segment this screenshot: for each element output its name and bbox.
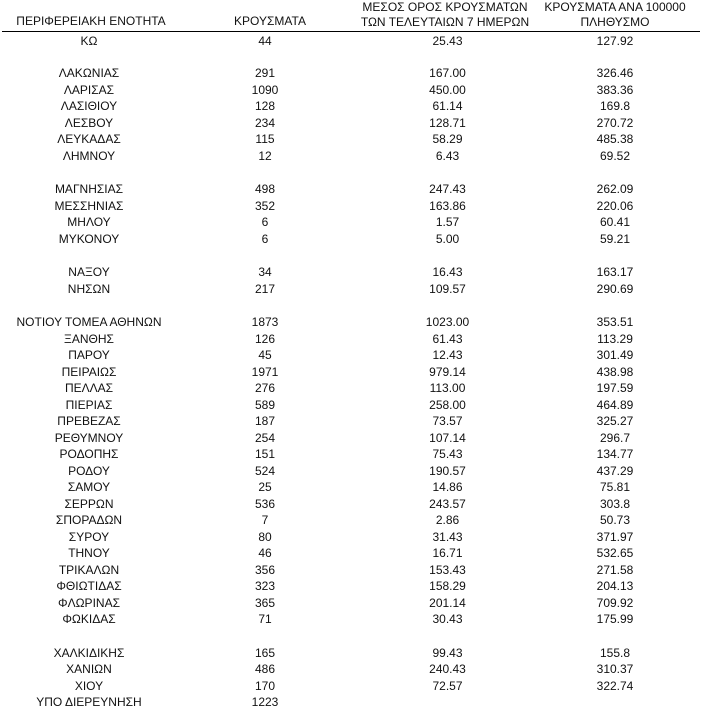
cell-region: ΣΠΟΡΑΔΩΝ (55, 513, 123, 527)
cell-per100k: 464.89 (596, 398, 634, 412)
cell-per100k: 532.65 (596, 546, 634, 560)
cell-region: ΛΕΥΚΑΔΑΣ (57, 132, 121, 146)
cell-cases: 365 (254, 596, 276, 610)
table-row (0, 496, 713, 512)
cell-avg7: 14.86 (432, 480, 463, 494)
table-row (0, 115, 713, 131)
cell-region: ΠΕΙΡΑΙΩΣ (61, 365, 117, 379)
table-row (0, 148, 713, 164)
cell-per100k: 134.77 (596, 447, 634, 461)
cell-region: ΛΑΡΙΣΑΣ (63, 83, 115, 97)
cell-avg7: 153.43 (429, 563, 466, 577)
cell-avg7: 167.00 (429, 66, 466, 80)
cell-region: ΜΥΚΟΝΟΥ (58, 232, 120, 246)
cell-per100k: 204.13 (596, 579, 634, 593)
cell-region: ΥΠΟ ΔΙΕΡΕΥΝΗΣΗ (36, 695, 142, 709)
table-row (0, 397, 713, 413)
cell-cases: 498 (254, 182, 276, 196)
table-row (0, 529, 713, 545)
cell-per100k: 271.58 (596, 563, 634, 577)
cell-avg7: 113.00 (429, 381, 466, 395)
header-per100k (525, 0, 705, 30)
cell-region: ΣΑΜΟΥ (67, 480, 111, 494)
cell-per100k: 326.46 (596, 66, 634, 80)
cell-avg7: 61.14 (432, 99, 463, 113)
cell-per100k: 155.8 (599, 646, 631, 660)
cell-region: ΚΩ (80, 34, 98, 48)
table-row (0, 562, 713, 578)
cell-region: ΛΑΚΩΝΙΑΣ (58, 66, 120, 80)
header-region: ΠΕΡΙΦΕΡΕΙΑΚΗ ΕΝΟΤΗΤΑ (16, 14, 166, 28)
cell-cases: 170 (254, 679, 276, 693)
cell-region: ΛΕΣΒΟΥ (64, 116, 114, 130)
cell-region: ΡΟΔΟΠΗΣ (59, 447, 119, 461)
cell-per100k: 59.21 (599, 232, 631, 246)
cell-per100k: 303.8 (599, 497, 631, 511)
cell-per100k: 290.69 (596, 282, 634, 296)
cell-per100k: 169.8 (599, 99, 631, 113)
cell-region: ΣΕΡΡΩΝ (64, 497, 114, 511)
cell-avg7: 12.43 (432, 348, 463, 362)
cell-region: ΦΩΚΙΔΑΣ (62, 612, 116, 626)
cell-avg7: 109.57 (429, 282, 466, 296)
cell-cases: 12 (258, 149, 272, 163)
table-row (0, 198, 713, 214)
cell-region: ΡΟΔΟΥ (68, 464, 110, 478)
cell-per100k: 371.97 (596, 530, 634, 544)
table-row (0, 314, 713, 330)
cell-avg7: 163.86 (429, 199, 466, 213)
cell-avg7: 201.14 (429, 596, 466, 610)
table-row (0, 231, 713, 247)
cell-avg7: 1.57 (435, 215, 460, 229)
header-avg7-line2: ΤΩΝ ΤΕΛΕΥΤΑΙΩΝ 7 ΗΜΕΡΩΝ (360, 15, 530, 29)
cell-region: ΧΑΛΚΙΔΙΚΗΣ (53, 646, 125, 660)
cell-region: ΦΘΙΩΤΙΔΑΣ (56, 579, 122, 593)
cell-cases: 151 (254, 447, 276, 461)
cell-per100k: 175.99 (596, 612, 634, 626)
cell-avg7: 450.00 (429, 83, 466, 97)
cell-per100k: 709.92 (596, 596, 634, 610)
cell-per100k: 60.41 (599, 215, 631, 229)
table-row (0, 281, 713, 297)
cell-avg7: 58.29 (432, 132, 463, 146)
cell-per100k: 353.51 (596, 315, 634, 329)
cell-region: ΛΗΜΝΟΥ (62, 149, 116, 163)
cell-region: ΛΑΣΙΘΙΟΥ (60, 99, 118, 113)
cell-cases: 486 (254, 662, 276, 676)
cell-region: ΤΗΝΟΥ (68, 546, 110, 560)
cell-cases: 7 (261, 513, 269, 527)
cell-cases: 352 (254, 199, 276, 213)
cell-per100k: 296.7 (599, 431, 631, 445)
table-row (0, 479, 713, 495)
cell-cases: 25 (258, 480, 272, 494)
cell-avg7: 1023.00 (425, 315, 470, 329)
table-row (0, 463, 713, 479)
table-row (0, 181, 713, 197)
header-avg7 (345, 0, 545, 30)
table-row (0, 512, 713, 528)
cell-avg7: 16.71 (432, 546, 463, 560)
cell-region: ΣΥΡΟΥ (68, 530, 110, 544)
cell-avg7: 128.71 (429, 116, 466, 130)
table-row (0, 413, 713, 429)
cell-cases: 276 (254, 381, 276, 395)
cell-cases: 524 (254, 464, 276, 478)
cell-avg7: 6.43 (435, 149, 460, 163)
table-row (0, 611, 713, 627)
header-avg7-line1: ΜΕΣΟΣ ΟΡΟΣ ΚΡΟΥΣΜΑΤΩΝ (362, 0, 528, 14)
cell-per100k: 220.06 (596, 199, 634, 213)
header-per100k-line1: ΚΡΟΥΣΜΑΤΑ ΑΝΑ 100000 (544, 0, 686, 14)
cell-avg7: 2.86 (435, 513, 460, 527)
cell-region: ΝΑΞΟΥ (68, 265, 110, 279)
table-row (0, 65, 713, 81)
table-row (0, 678, 713, 694)
cell-cases: 187 (254, 414, 276, 428)
table-row (0, 347, 713, 363)
cell-region: ΠΡΕΒΕΖΑΣ (57, 414, 121, 428)
table-row (0, 33, 713, 49)
cell-avg7: 240.43 (429, 662, 466, 676)
cell-per100k: 437.29 (596, 464, 634, 478)
cell-cases: 115 (255, 132, 275, 146)
cell-avg7: 31.43 (432, 530, 463, 544)
cell-avg7: 158.29 (429, 579, 466, 593)
cell-cases: 6 (261, 215, 269, 229)
cell-avg7: 247.43 (429, 182, 466, 196)
cell-region: ΜΕΣΣΗΝΙΑΣ (54, 199, 124, 213)
cell-region: ΝΗΣΩΝ (67, 282, 111, 296)
header-per100k-line2: ΠΛΗΘΥΣΜΟ (580, 15, 650, 29)
cell-avg7: 190.57 (429, 464, 466, 478)
cell-avg7: 979.14 (429, 365, 466, 379)
cell-per100k: 270.72 (596, 116, 634, 130)
cell-per100k: 325.27 (596, 414, 634, 428)
cell-region: ΞΑΝΘΗΣ (64, 332, 114, 346)
table-row (0, 545, 713, 561)
cell-avg7: 16.43 (432, 265, 463, 279)
cell-cases: 1090 (251, 83, 279, 97)
cell-cases: 128 (254, 99, 276, 113)
table-row (0, 578, 713, 594)
cell-avg7: 72.57 (432, 679, 463, 693)
table-row (0, 595, 713, 611)
table-row (0, 645, 713, 661)
cell-region: ΡΕΘΥΜΝΟΥ (54, 431, 124, 445)
cell-per100k: 163.17 (596, 265, 634, 279)
cell-avg7: 243.57 (429, 497, 466, 511)
cell-per100k: 310.37 (596, 662, 634, 676)
cell-cases: 291 (254, 66, 276, 80)
table-header (0, 0, 713, 34)
cell-cases: 536 (254, 497, 276, 511)
cell-cases: 234 (254, 116, 276, 130)
cell-avg7: 30.43 (432, 612, 463, 626)
cell-region: ΠΙΕΡΙΑΣ (65, 398, 113, 412)
cell-cases: 589 (254, 398, 276, 412)
cell-avg7: 99.43 (432, 646, 463, 660)
cell-cases: 6 (261, 232, 269, 246)
cell-per100k: 127.92 (596, 34, 634, 48)
table-row (0, 364, 713, 380)
cell-per100k: 301.49 (596, 348, 634, 362)
cell-per100k: 322.74 (596, 679, 634, 693)
cell-region: ΠΑΡΟΥ (68, 348, 110, 362)
cell-region: ΤΡΙΚΑΛΩΝ (58, 563, 120, 577)
cell-avg7: 107.14 (429, 431, 466, 445)
table-row (0, 380, 713, 396)
cell-per100k: 383.36 (596, 83, 634, 97)
cell-cases: 126 (254, 332, 276, 346)
cell-avg7: 258.00 (429, 398, 466, 412)
cell-per100k: 75.81 (599, 480, 631, 494)
cell-cases: 1971 (251, 365, 279, 379)
cell-cases: 1223 (251, 695, 279, 709)
cell-cases: 46 (258, 546, 272, 560)
cell-per100k: 50.73 (599, 513, 631, 527)
cell-cases: 80 (258, 530, 272, 544)
cell-cases: 254 (254, 431, 276, 445)
cell-per100k: 438.98 (596, 365, 634, 379)
cell-per100k: 113.29 (597, 332, 633, 346)
table-row (0, 430, 713, 446)
cell-cases: 323 (254, 579, 276, 593)
table-row (0, 331, 713, 347)
table-row (0, 264, 713, 280)
cell-region: ΦΛΩΡΙΝΑΣ (58, 596, 120, 610)
cell-region: ΧΑΝΙΩΝ (66, 662, 112, 676)
table-row (0, 131, 713, 147)
cell-region: ΧΙΟΥ (74, 679, 104, 693)
cell-cases: 44 (258, 34, 272, 48)
table-row (0, 446, 713, 462)
cell-cases: 1873 (251, 315, 279, 329)
cell-cases: 45 (258, 348, 272, 362)
cell-region: ΝΟΤΙΟΥ ΤΟΜΕΑ ΑΘΗΝΩΝ (16, 315, 162, 329)
cell-per100k: 262.09 (596, 182, 634, 196)
table-row (0, 694, 713, 710)
cell-cases: 356 (254, 563, 276, 577)
header-underline (2, 31, 700, 32)
header-cases: ΚΡΟΥΣΜΑΤΑ (234, 14, 306, 28)
cell-cases: 217 (254, 282, 276, 296)
cell-cases: 165 (254, 646, 276, 660)
cell-per100k: 485.38 (596, 132, 634, 146)
table-row (0, 661, 713, 677)
cell-region: ΠΕΛΛΑΣ (64, 381, 114, 395)
cell-avg7: 73.57 (432, 414, 463, 428)
cell-avg7: 5.00 (435, 232, 460, 246)
table-row (0, 98, 713, 114)
cell-avg7: 75.43 (432, 447, 463, 461)
cell-cases: 71 (258, 612, 272, 626)
cell-avg7: 25.43 (432, 34, 463, 48)
cell-cases: 34 (258, 265, 272, 279)
cell-per100k: 69.52 (599, 149, 631, 163)
cell-region: ΜΗΛΟΥ (67, 215, 111, 229)
cell-per100k: 197.59 (596, 381, 634, 395)
table-row (0, 82, 713, 98)
cell-region: ΜΑΓΝΗΣΙΑΣ (54, 182, 124, 196)
cell-avg7: 61.43 (432, 332, 463, 346)
table-row (0, 214, 713, 230)
